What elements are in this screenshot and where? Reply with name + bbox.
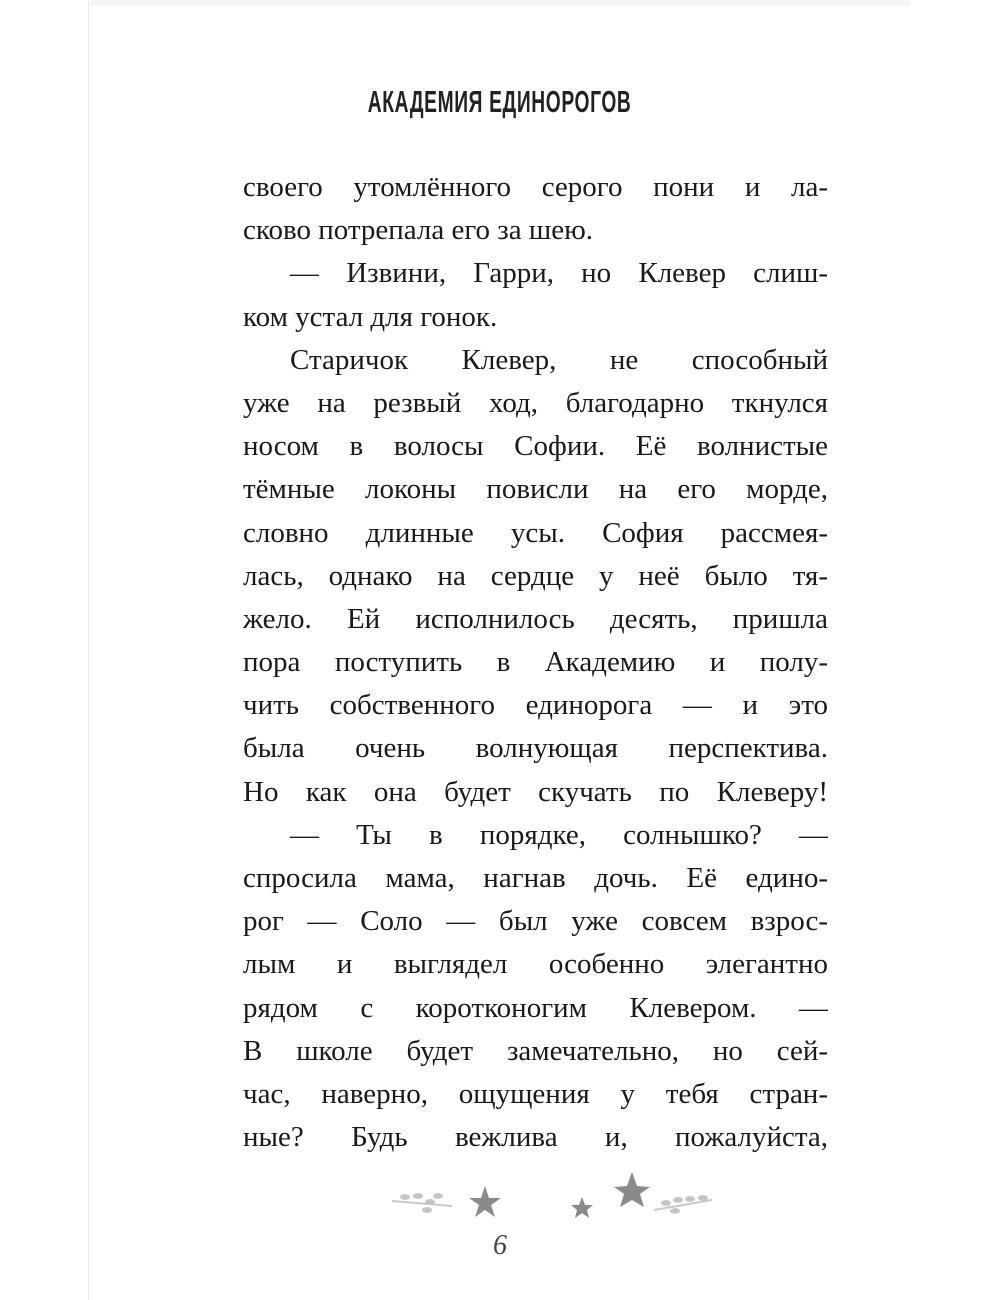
star-icon (469, 1186, 501, 1217)
text-line: ные? Будь вежлива и, пожалуйста, (243, 1121, 828, 1154)
running-head (0, 84, 1000, 120)
text-line: носом в волосы Софии. Её волнистые (243, 430, 828, 463)
text-line: Но как она будет скучать по Клеверу! (243, 775, 828, 808)
page-number: 6 (493, 1230, 507, 1261)
text-line: лась, однако на сердце у неё было тя- (243, 559, 828, 592)
right-branch-icon (654, 1196, 712, 1213)
text-line: жело. Ей исполнилось десять, пришла (243, 602, 828, 635)
running-head-title: АКАДЕМИЯ ЕДИНОРОГОВ (368, 84, 632, 119)
text-line: чить собственного единорога — и это (243, 689, 828, 722)
text-line: сково потрепала его за шею. (243, 214, 593, 247)
top-strip (90, 0, 910, 6)
text-line: словно длинные усы. София рассмея- (243, 516, 828, 549)
star-icon (614, 1172, 650, 1207)
text-line: В школе будет замечательно, но сей- (243, 1034, 828, 1067)
text-line: — Извини, Гарри, но Клевер слиш- (290, 257, 828, 290)
star-ornament (370, 1160, 730, 1230)
body-text (243, 166, 828, 1159)
text-line: ком устал для гонок. (243, 300, 498, 333)
star-icon (571, 1197, 593, 1218)
text-line: была очень волнующая перспектива. (243, 732, 828, 765)
text-line: своего утомлённого серого пони и ла- (243, 171, 828, 203)
text-line: уже на резвый ход, благодарно ткнулся (243, 386, 828, 419)
text-line: пора поступить в Академию и полу- (243, 646, 828, 679)
text-line: рядом с коротконогим Клевером. — (243, 991, 828, 1024)
text-line: — Ты в порядке, солнышко? — (290, 818, 828, 851)
text-line: тёмные локоны повисли на его морде, (243, 473, 828, 506)
text-line: час, наверно, ощущения у тебя стран- (243, 1077, 828, 1110)
text-line: Старичок Клевер, не способный (290, 343, 828, 376)
text-line: лым и выглядел особенно элегантно (243, 948, 828, 981)
text-line: спросила мама, нагнав дочь. Её едино- (243, 862, 828, 894)
left-branch-icon (392, 1194, 452, 1212)
text-line: рог — Соло — был уже совсем взрос- (243, 905, 828, 938)
page-edge (88, 0, 89, 1300)
